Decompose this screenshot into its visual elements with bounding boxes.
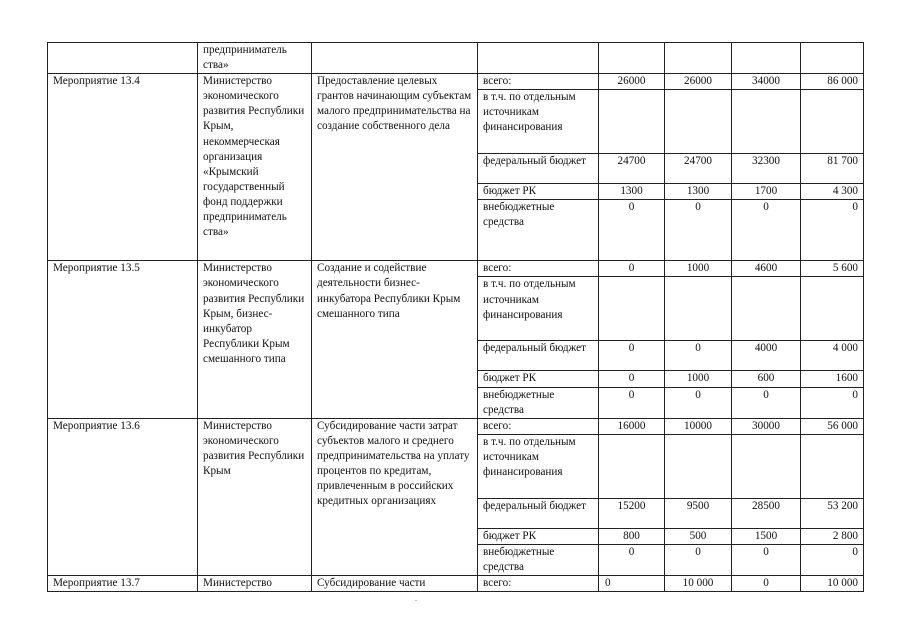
measure-executor: предприниматель ства» [198,43,312,74]
measure-name: Мероприятие 13.5 [48,261,198,418]
amount-y2 [665,90,732,154]
amount-y3 [732,43,801,74]
amount-y1 [599,434,665,498]
amount-y3 [732,90,801,154]
amount-total: 10 000 [801,576,864,592]
amount-y2: 26000 [665,74,732,90]
amount-y2: 1000 [665,261,732,277]
amount-y3: 0 [732,387,801,418]
amount-y3: 600 [732,371,801,387]
amount-y2 [665,43,732,74]
budget-table [47,42,864,592]
amount-total: 1600 [801,371,864,387]
measure-executor: Министерство экономического развития Республики Крым, бизнес-инкубатор Республики Крым смешанного типа [198,261,312,418]
measure-executor: Министерство [198,576,312,592]
amount-total [801,434,864,498]
amount-total [801,43,864,74]
amount-y3: 32300 [732,154,801,184]
funding-source-label: федеральный бюджет [478,498,599,528]
amount-y3: 30000 [732,418,801,434]
amount-total: 53 200 [801,498,864,528]
amount-y2 [665,434,732,498]
amount-total: 5 600 [801,261,864,277]
measure-description: Субсидирование части затрат субъектов малого и среднего предпринимательства на уплату процентов по кредитам, привлеченным в российских кредитных организациях [312,418,478,575]
amount-y3: 4600 [732,261,801,277]
amount-y2: 0 [665,544,732,575]
amount-y1: 0 [599,341,665,371]
amount-y2: 10000 [665,418,732,434]
amount-y1: 15200 [599,498,665,528]
budget-table-body [48,43,864,592]
amount-y2: 1300 [665,184,732,200]
amount-y3: 0 [732,544,801,575]
amount-total: 0 [801,387,864,418]
measure-description: Создание и содействие деятельности бизнес-инкубатора Республики Крым смешанного типа [312,261,478,418]
amount-y1: 0 [599,544,665,575]
funding-source-label: всего: [478,576,599,592]
amount-y1 [599,43,665,74]
amount-y2 [665,277,732,341]
amount-y3: 1500 [732,528,801,544]
amount-y1: 1300 [599,184,665,200]
measure-row [48,261,864,277]
amount-y3: 0 [732,200,801,261]
amount-y1: 0 [599,200,665,261]
funding-source-label: внебюджетные средства [478,544,599,575]
amount-y2: 0 [665,200,732,261]
amount-total: 56 000 [801,418,864,434]
amount-total: 81 700 [801,154,864,184]
amount-y1: 800 [599,528,665,544]
amount-y3: 4000 [732,341,801,371]
funding-source-label: бюджет РК [478,184,599,200]
amount-y1: 0 [599,387,665,418]
amount-y1: 0 [599,261,665,277]
amount-y1: 24700 [599,154,665,184]
amount-total [801,277,864,341]
amount-y1 [599,90,665,154]
amount-y2: 0 [665,341,732,371]
measure-row [48,43,864,74]
amount-y3: 1700 [732,184,801,200]
measure-executor: Министерство экономического развития Республики Крым, некоммерческая организация «Крымский государственный фонд поддержки предприниматель ства» [198,74,312,261]
amount-total: 0 [801,200,864,261]
amount-total: 2 800 [801,528,864,544]
amount-y2: 0 [665,387,732,418]
funding-source-label: бюджет РК [478,371,599,387]
amount-y1: 0 [599,576,665,592]
funding-source-label: всего: [478,261,599,277]
amount-total: 4 300 [801,184,864,200]
measure-description: Предоставление целевых грантов начинающим субъектам малого предпринимательства на создание собственного дела [312,74,478,261]
amount-y3: 0 [732,576,801,592]
amount-y2: 9500 [665,498,732,528]
funding-source-label: федеральный бюджет [478,341,599,371]
amount-y1: 26000 [599,74,665,90]
measure-executor: Министерство экономического развития Республики Крым [198,418,312,575]
amount-total: 4 000 [801,341,864,371]
amount-y2: 500 [665,528,732,544]
measure-row [48,418,864,434]
funding-source-label: всего: [478,418,599,434]
amount-y3 [732,434,801,498]
funding-source-label: в т.ч. по отдельным источникам финансирования [478,277,599,341]
amount-total: 0 [801,544,864,575]
amount-y3: 34000 [732,74,801,90]
measure-description: Субсидирование части [312,576,478,592]
measure-name: Мероприятие 13.4 [48,74,198,261]
amount-y2: 1000 [665,371,732,387]
amount-y1 [599,277,665,341]
amount-y1: 16000 [599,418,665,434]
funding-source-label: в т.ч. по отдельным источникам финансирования [478,434,599,498]
funding-source-label: бюджет РК [478,528,599,544]
funding-source-label [478,43,599,74]
amount-y1: 0 [599,371,665,387]
funding-source-label: внебюджетные средства [478,387,599,418]
measure-row [48,74,864,90]
amount-total: 86 000 [801,74,864,90]
measure-name: Мероприятие 13.7 [48,576,198,592]
measure-name: Мероприятие 13.6 [48,418,198,575]
amount-total [801,90,864,154]
funding-source-label: федеральный бюджет [478,154,599,184]
funding-source-label: всего: [478,74,599,90]
measure-name [48,43,198,74]
amount-y3: 28500 [732,498,801,528]
funding-source-label: внебюджетные средства [478,200,599,261]
funding-source-label: в т.ч. по отдельным источникам финансирования [478,90,599,154]
measure-row [48,576,864,592]
scan-speck [415,600,417,601]
amount-y3 [732,277,801,341]
measure-description [312,43,478,74]
amount-y2: 24700 [665,154,732,184]
amount-y2: 10 000 [665,576,732,592]
